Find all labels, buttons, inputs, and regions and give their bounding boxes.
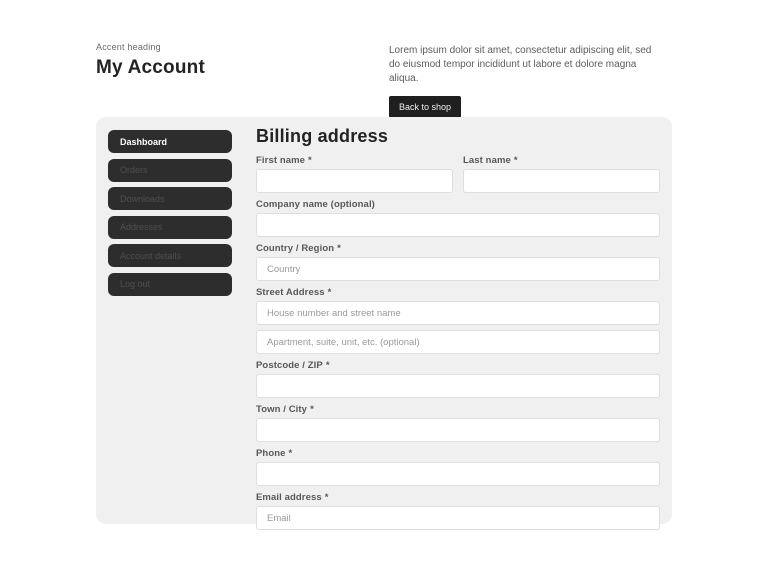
country-label-text: Country / Region <box>256 243 335 254</box>
account-panel <box>96 117 672 524</box>
town-city-label <box>256 404 660 415</box>
first-name-field-group <box>256 155 453 193</box>
phone-label <box>256 448 660 459</box>
required-marker: * <box>288 448 293 459</box>
name-row <box>256 155 660 193</box>
company-field-group <box>256 199 660 237</box>
billing-address-title: Billing address <box>256 126 389 146</box>
required-marker: * <box>324 492 329 503</box>
street-address-label <box>256 287 660 298</box>
sidebar-item-downloads[interactable]: Downloads <box>108 187 232 210</box>
country-field-group <box>256 243 660 281</box>
account-sidebar <box>108 130 232 301</box>
street-address-field-group <box>256 287 660 354</box>
town-city-field-group <box>256 404 660 442</box>
company-input[interactable] <box>256 213 660 237</box>
header-intro-block <box>389 44 661 118</box>
phone-field-group <box>256 448 660 486</box>
page-header <box>96 42 205 79</box>
page-title: My Account <box>96 57 205 78</box>
sidebar-item-account-details[interactable]: Account details <box>108 244 232 267</box>
street-address-line1-input[interactable] <box>256 301 660 325</box>
required-marker: * <box>325 360 330 371</box>
last-name-label <box>463 155 660 166</box>
email-input[interactable] <box>256 506 660 530</box>
first-name-input[interactable] <box>256 169 453 193</box>
email-field-group <box>256 492 660 530</box>
first-name-label <box>256 155 453 166</box>
town-city-input[interactable] <box>256 418 660 442</box>
town-city-label-text: Town / City <box>256 404 308 415</box>
postcode-label <box>256 360 660 371</box>
intro-text: Lorem ipsum dolor sit amet, consectetur adipiscing elit, sed do eiusmod tempor incididunt ut labore et dolore magna aliqua. <box>389 45 652 84</box>
last-name-label-text: Last name <box>463 155 511 166</box>
first-name-label-text: First name <box>256 155 306 166</box>
last-name-field-group <box>463 155 660 193</box>
sidebar-item-dashboard[interactable]: Dashboard <box>108 130 232 153</box>
street-address-line2-input[interactable] <box>256 330 660 354</box>
email-label <box>256 492 660 503</box>
company-label: Company name (optional) <box>256 199 375 210</box>
country-label <box>256 243 660 254</box>
required-marker: * <box>337 243 341 254</box>
accent-heading: Accent heading <box>96 42 161 52</box>
last-name-input[interactable] <box>463 169 660 193</box>
required-marker: * <box>310 404 314 415</box>
required-marker: * <box>327 287 332 298</box>
sidebar-item-addresses[interactable]: Addresses <box>108 216 232 239</box>
postcode-label-text: Postcode / ZIP <box>256 360 323 371</box>
postcode-field-group <box>256 360 660 398</box>
phone-label-text: Phone <box>256 448 286 459</box>
phone-input[interactable] <box>256 462 660 486</box>
street-address-label-text: Street Address <box>256 287 325 298</box>
sidebar-item-log-out[interactable]: Log out <box>108 273 232 296</box>
country-input[interactable] <box>256 257 660 281</box>
back-to-shop-button[interactable]: Back to shop <box>389 96 461 118</box>
email-label-text: Email address <box>256 492 322 503</box>
required-marker: * <box>513 155 518 166</box>
postcode-input[interactable] <box>256 374 660 398</box>
sidebar-item-orders[interactable]: Orders <box>108 159 232 182</box>
required-marker: * <box>308 155 312 166</box>
billing-address-form <box>256 126 660 536</box>
